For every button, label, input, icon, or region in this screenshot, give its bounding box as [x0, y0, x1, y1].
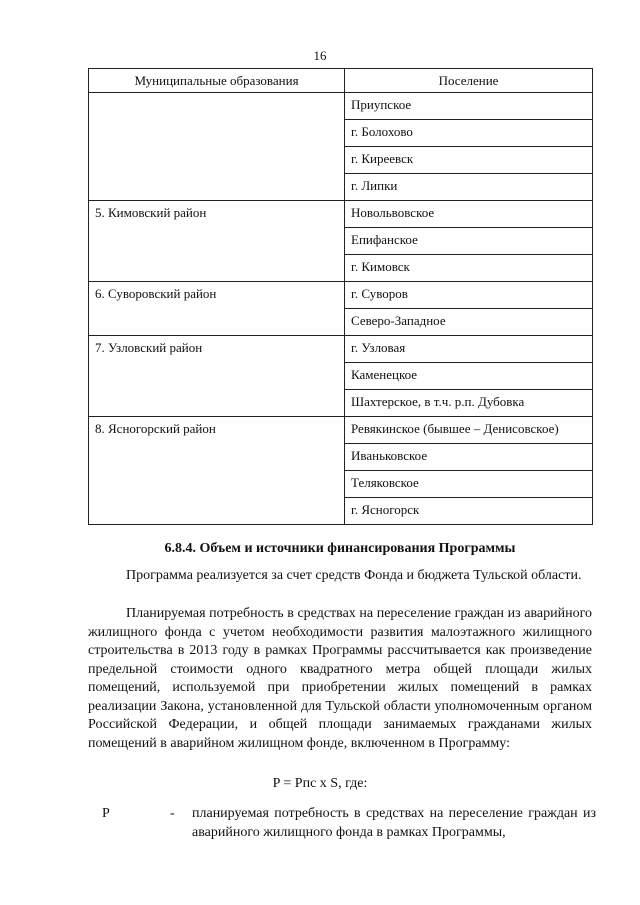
municipality-cell: 7. Узловский район	[89, 336, 345, 417]
municipality-cell: 5. Кимовский район	[89, 201, 345, 282]
formula: P = Рпс x S, где:	[272, 776, 368, 791]
table-row	[89, 93, 593, 120]
definition-term: P	[102, 806, 110, 821]
paragraph-funding-calculation: Планируемая потребность в средствах на переселение граждан из аварийного жилищного фонда с учетом необходимости развития малоэтажного жилищного строительства в 2013 году в рамках Программы рассчитывается как произведение предельной стоимости одного квадратного метра общей площади жилых помещений, используемой при приобретении жилых помещений в рамках реализации Закона, установленной для Тульской области уполномоченным органом Российской Федерации, и общей площади занимаемых гражданами жилых помещений в аварийном жилищном фонде, включенном в Программу:	[88, 606, 592, 751]
settlement-cell: Северо-Западное	[345, 309, 593, 336]
table-header-row	[89, 69, 593, 93]
municipality-cell: 6. Суворовский район	[89, 282, 345, 336]
table-row	[89, 417, 593, 444]
settlement-cell: Ревякинское (бывшее – Денисовское)	[345, 417, 593, 444]
settlement-cell: Иваньковское	[345, 444, 593, 471]
settlement-cell: Новольвовское	[345, 201, 593, 228]
table-row	[89, 336, 593, 363]
table-header	[89, 69, 593, 93]
table-body	[89, 93, 593, 525]
settlement-cell: Шахтерское, в т.ч. р.п. Дубовка	[345, 390, 593, 417]
header-municipality: Муниципальные образования	[89, 69, 345, 93]
table-row	[89, 282, 593, 309]
municipality-cell: 8. Ясногорский район	[89, 417, 345, 525]
header-settlement: Поселение	[345, 69, 593, 93]
settlement-cell: г. Болохово	[345, 120, 593, 147]
paragraph-funding-sources: Программа реализуется за счет средств Фонда и бюджета Тульской области.	[126, 568, 582, 583]
page-number: 16	[313, 48, 327, 63]
settlement-cell: г. Узловая	[345, 336, 593, 363]
settlement-cell: Приупское	[345, 93, 593, 120]
table-row	[89, 201, 593, 228]
settlement-cell: Каменецкое	[345, 363, 593, 390]
settlement-cell: Епифанское	[345, 228, 593, 255]
definition-text: планируемая потребность в средствах на переселение граждан из аварийного жилищного фонда в рамках Программы,	[192, 806, 596, 840]
settlements-table	[88, 68, 593, 525]
settlement-cell: г. Кимовск	[345, 255, 593, 282]
settlement-cell: г. Липки	[345, 174, 593, 201]
settlement-cell: Теляковское	[345, 471, 593, 498]
settlement-cell: г. Ясногорск	[345, 498, 593, 525]
section-heading: 6.8.4. Объем и источники финансирования Программы	[164, 541, 516, 556]
municipality-cell	[89, 93, 345, 201]
definition-dash: -	[170, 806, 175, 821]
settlement-cell: г. Суворов	[345, 282, 593, 309]
settlement-cell: г. Киреевск	[345, 147, 593, 174]
